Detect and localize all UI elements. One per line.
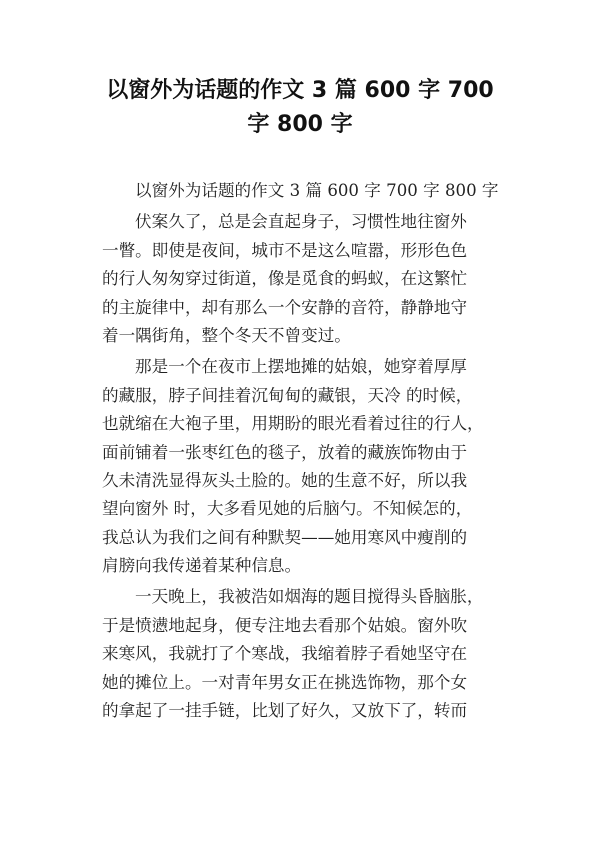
paragraph-line: 那是一个在夜市上摆地摊的姑娘，她穿着厚厚 (135, 357, 467, 377)
paragraph-line: 的主旋律中，却有那么一个安静的音符，静静地守 (102, 297, 468, 317)
paragraph-line: 的拿起了一挂手链，比划了好久，又放下了，转而 (102, 701, 468, 721)
paragraph-line: 肩膀向我传递着某种信息。 (102, 556, 302, 576)
paragraph (102, 583, 502, 725)
paragraph-line: 久未清洗显得灰头土脸的。她的生意不好，所以我 (102, 470, 468, 490)
paragraph-line: 我总认为我们之间有种默契——她用寒风中瘦削的 (102, 527, 468, 547)
paragraph-line: 面前铺着一张枣红色的毯子，放着的藏族饰物由于 (102, 442, 468, 462)
paragraph (102, 353, 502, 580)
document-body (102, 177, 502, 728)
paragraph-line: 一瞥。即使是夜间，城市不是这么喧嚣，形形色色 (102, 240, 468, 260)
paragraph-line: 的行人匆匆穿过街道，像是觅食的蚂蚁，在这繁忙 (102, 269, 468, 289)
paragraph-line: 也就缩在大袍子里，用期盼的眼光看着过往的行人， (102, 414, 484, 434)
paragraph-line: 她的摊位上。一对青年男女正在挑选饰物，那个女 (102, 672, 468, 692)
title-line: 字 800 字 (247, 112, 353, 137)
paragraph (102, 177, 502, 205)
paragraph-line: 一天晚上，我被浩如烟海的题目搅得头昏脑胀， (135, 587, 484, 607)
paragraph-line: 着一隅街角，整个冬天不曾变过。 (102, 325, 351, 345)
paragraph-line: 以窗外为话题的作文 3 篇 600 字 700 字 800 字 (135, 181, 499, 200)
paragraph (102, 208, 502, 350)
paragraph-line: 于是愤懑地起身，便专注地去看那个姑娘。窗外吹 (102, 615, 468, 635)
paragraph-line: 伏案久了，总是会直起身子，习惯性地往窗外 (135, 212, 467, 232)
title-line: 以窗外为话题的作文 3 篇 600 字 700 (106, 78, 494, 103)
document-title (60, 74, 540, 142)
paragraph-line: 来寒风，我就打了个寒战，我缩着脖子看她坚守在 (102, 644, 468, 664)
paragraph-line: 望向窗外 时，大多看见她的后脑勺。不知候怎的， (102, 499, 473, 519)
paragraph-line: 的藏服，脖子间挂着沉甸甸的藏银，天冷 的时候， (102, 385, 473, 405)
